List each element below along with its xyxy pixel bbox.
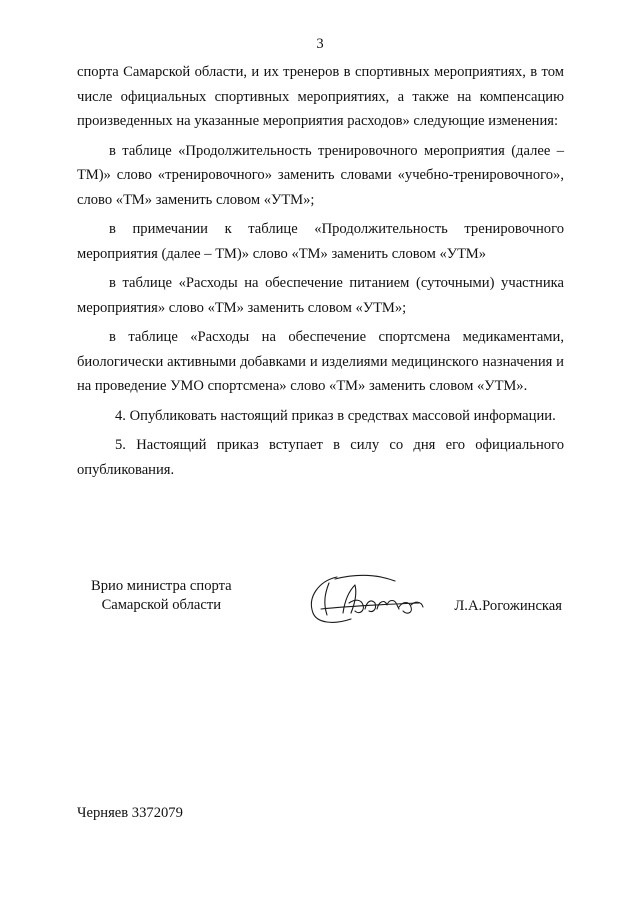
signatory-name: Л.А.Рогожинская	[454, 598, 562, 614]
handwritten-signature	[299, 569, 434, 629]
paragraph-table-duration: в таблице «Продолжительность тренировочного мероприятия (далее – ТМ)» слово «тренировочного» заменить словами «учебно-тренировочного», слово «ТМ» заменить словом «УТМ»;	[77, 142, 564, 208]
signatory-position-line1: Врио министра спорта	[91, 578, 232, 594]
paragraph-item-5: 5. Настоящий приказ вступает в силу со дня его официального опубликования.	[77, 437, 564, 478]
paragraph-continuation: спорта Самарской области, и их тренеров в спортивных мероприятиях, в том числе официальных спортивных мероприятиях, а также на компенсацию произведенных на указанные мероприятия расходов» следующие изменения:	[77, 64, 564, 129]
signatory-position	[91, 577, 232, 615]
signatory-position-line2: Самарской области	[101, 597, 222, 613]
executor-note: Черняев 3372079	[77, 805, 183, 821]
paragraph-item-4: 4. Опубликовать настоящий приказ в средствах массовой информации.	[115, 407, 556, 424]
page-number: 3	[316, 36, 324, 52]
signature-block	[77, 577, 564, 647]
paragraph-table-meals: в таблице «Расходы на обеспечение питанием (суточными) участника мероприятия» слово «ТМ» заменить словом «УТМ»;	[77, 275, 564, 316]
document-body	[77, 60, 564, 482]
paragraph-table-note: в примечании к таблице «Продолжительность тренировочного мероприятия (далее – ТМ)» слово «ТМ» заменить словом «УТМ»	[77, 221, 564, 262]
paragraph-table-medication: в таблице «Расходы на обеспечение спортсмена медикаментами, биологически активными добавками и изделиями медицинского назначения и на проведение УМО спортсмена» слово «ТМ» заменить словом «УТМ».	[77, 329, 564, 394]
